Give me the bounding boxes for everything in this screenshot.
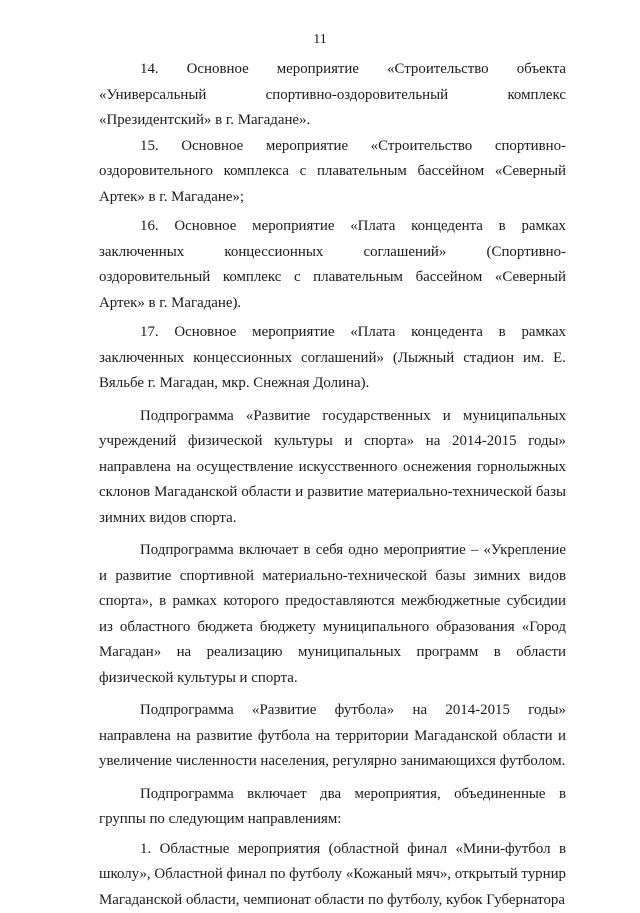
paragraph-item-15: 15. Основное мероприятие «Строительство спортивно-оздоровительного комплекса с плавательным бассейном «Северный Артек» в г. Магадане»; [99,134,566,211]
paragraph-regional-events: 1. Областные мероприятия (областной финал «Мини-футбол в школу», Областной финал по футболу «Кожаный мяч», открытый турнир Магаданской области, чемпионат области по футболу, кубок Губернатора [99,837,566,913]
paragraph-item-16: 16. Основное мероприятие «Плата концедента в рамках заключенных концессионных соглашений» (Спортивно-оздоровительный комплекс с плавательным бассейном «Северный Артек» в г. Магадане). [99,214,566,316]
paragraph-subprogram-football: Подпрограмма «Развитие футбола» на 2014-2015 годы» направлена на развитие футбола на территории Магаданской области и увеличение численности населения, регулярно занимающихся футболом. [99,698,566,775]
paragraph-item-17: 17. Основное мероприятие «Плата концедента в рамках заключенных концессионных соглашений» (Лыжный стадион им. Е. Вяльбе г. Магадан, мкр. Снежная Долина). [99,320,566,397]
paragraph-subprogram-activity: Подпрограмма включает в себя одно мероприятие – «Укрепление и развитие спортивной материально-технической базы зимних видов спорта», в рамках которого предоставляются межбюджетные субсидии из областного бюджета бюджету муниципального образования «Город Магадан» на реализацию муниципальных программ в области физической культуры и спорта. [99,538,566,691]
paragraph-subprogram-winter-sports: Подпрограмма «Развитие государственных и муниципальных учреждений физической культуры и спорта» на 2014-2015 годы» направлена на осуществление искусственного оснежения горнолыжных склонов Магаданской области и развитие материально-технической базы зимних видов спорта. [99,404,566,532]
paragraph-football-activities: Подпрограмма включает два мероприятия, объединенные в группы по следующим направлениям: [99,782,566,833]
document-body [99,57,566,913]
page-number: 11 [0,30,640,50]
paragraph-item-14: 14. Основное мероприятие «Строительство объекта «Универсальный спортивно-оздоровительный комплекс «Президентский» в г. Магадане». [99,57,566,134]
